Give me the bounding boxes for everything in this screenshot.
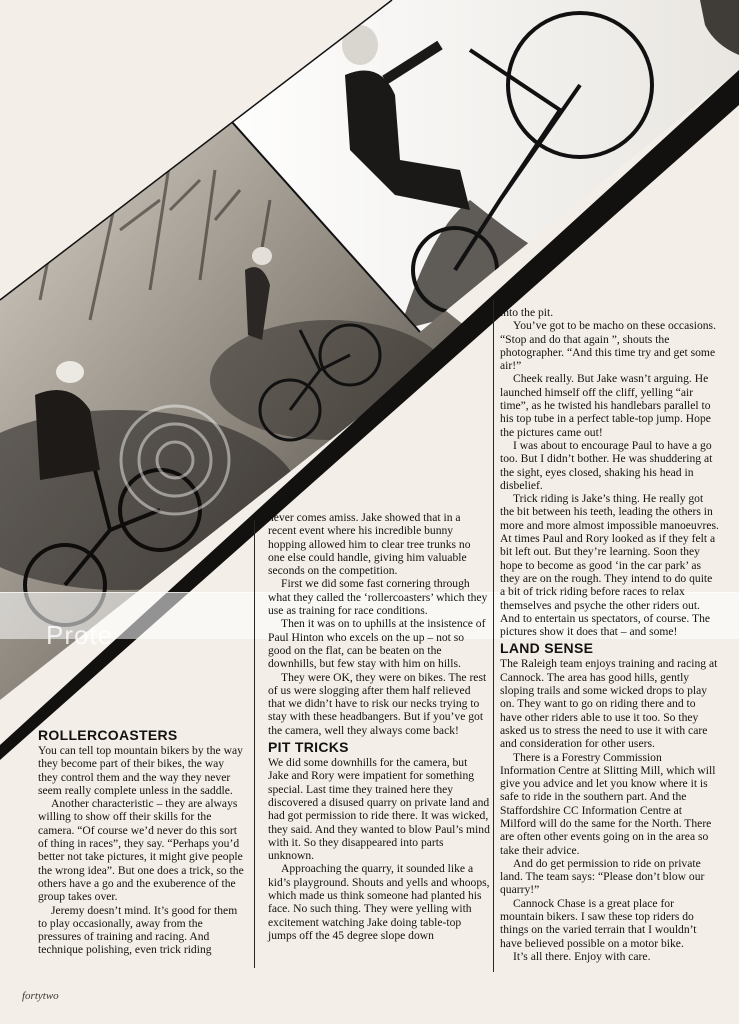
paragraph: I was about to encourage Paul to have a go too. But I didn’t bother. He was shuddering at the sight, eyes closed, shaking his head in disbelief. (500, 438, 713, 492)
paragraph: First we did some fast cornering through what they called the ‘rollercoasters’ which they use as training for race conditions. (268, 577, 488, 618)
page-folio: fortytwo (22, 990, 59, 1002)
heading-pit-tricks: PIT TRICKS (268, 739, 349, 756)
watermark-text: Prote (46, 620, 114, 650)
paragraph: Jeremy doesn’t mind. It’s good for them to play occasionally, away from the pressures of training and racing. And technique polishing, even trick riding (38, 903, 238, 957)
column-2 (268, 511, 490, 942)
paragraph: There is a Forestry Commission Information Centre at Slitting Mill, which will give you advice and let you know where it is safe to ride in the southern part. And the Staffordshire CC Information Centre at Milford will do the same for the North. There are often other events going on in the area so take their advice. (500, 750, 716, 857)
paragraph: Then it was on to uphills at the insistence of Paul Hinton who excels on the up – not so good on the flat, can be beaten on the downhills, but few stay with him on hills. (268, 617, 486, 671)
column-3 (500, 306, 720, 963)
column-rule (254, 520, 255, 968)
heading-land-sense: LAND SENSE (500, 640, 594, 657)
paragraph: It’s all there. Enjoy with care. (513, 949, 651, 963)
paragraph: They were OK, they were on bikes. The rest of us were slogging after them half relieved that we didn’t have to risk our necks trying to stay with these headbangers. But if you’ve got the camera, well they always come back! (268, 670, 487, 737)
paragraph: never comes amiss. Jake showed that in a recent event where his incredible bunny hopping allowed him to clear tree trunks no one else could handle, giving him valuable seconds on the competition. (268, 511, 471, 578)
paragraph: into the pit. (500, 306, 554, 319)
paragraph: You’ve got to be macho on these occasions. “Stop and do that again ”, shouts the photographer. “And this time try and get some air!” (500, 319, 716, 373)
paragraph: Approaching the quarry, it sounded like a kid’s playground. Shouts and yells and whoops, which made us think someone had planted his face. No such thing. They were yelling with excitement watching Jake doing table-top jumps off the 45 degree slope down (268, 862, 490, 942)
column-1 (38, 725, 244, 957)
paragraph: Cheek really. But Jake wasn’t arguing. He launched himself off the cliff, yelling “air time”, as he twisted his handlebars parallel to his top tube in a perfect table-top jump. Hope the pictures came out! (500, 372, 711, 439)
paragraph: Cannock Chase is a great place for mountain bikers. I saw these top riders do things on the varied terrain that I wouldn’t have believed possible on a motor bike. (500, 896, 697, 950)
paragraph: Another characteristic – they are always willing to show off their skills for the camera. “Of course we’d never do this sort of thing in races”, they say. “Perhaps you’d better not take pictures, it might give people the wrong idea”. But one does a trick, so the others have a go and the exuberence of the group takes over. (38, 797, 244, 904)
heading-rollercoasters: ROLLERCOASTERS (38, 727, 178, 743)
paragraph: And do get permission to ride on private land. The team says: “Please don’t blow our quarry!” (500, 856, 705, 897)
paragraph: We did some downhills for the camera, but Jake and Rory were impatient for something special. Last time they trained here they discovered a disused quarry on private land and had got permission to ride there. It was wicked, they said. And they wanted to blow Paul’s mind with it. So they disappeared into parts unknown. (268, 756, 490, 863)
paragraph: You can tell top mountain bikers by the way they become part of their bikes, the way they control them and the way they never seem really complete unless in the saddle. (38, 744, 243, 797)
paragraph: The Raleigh team enjoys training and racing at Cannock. The area has good hills, gently sloping trails and some wicked drops to play on. They want to go on riding there and to have other riders able to use it too. So they asked us to stress the need to use it with care and consideration for other users. (500, 657, 718, 751)
paragraph: Trick riding is Jake’s thing. He really got the bit between his teeth, leading the others in more and more almost impossible manoeuvres. At times Paul and Rory looked as if they felt a bit left out. But they’re learning. Soon they hope to become as good ‘in the car park’ as they are on the rough. They intend to do quite a bit of trick riding before races to relax themselves and psyche the other riders out. And to entertain us spectators, of course. The pictures show it does that – and some! (500, 492, 719, 639)
column-rule (493, 300, 494, 972)
